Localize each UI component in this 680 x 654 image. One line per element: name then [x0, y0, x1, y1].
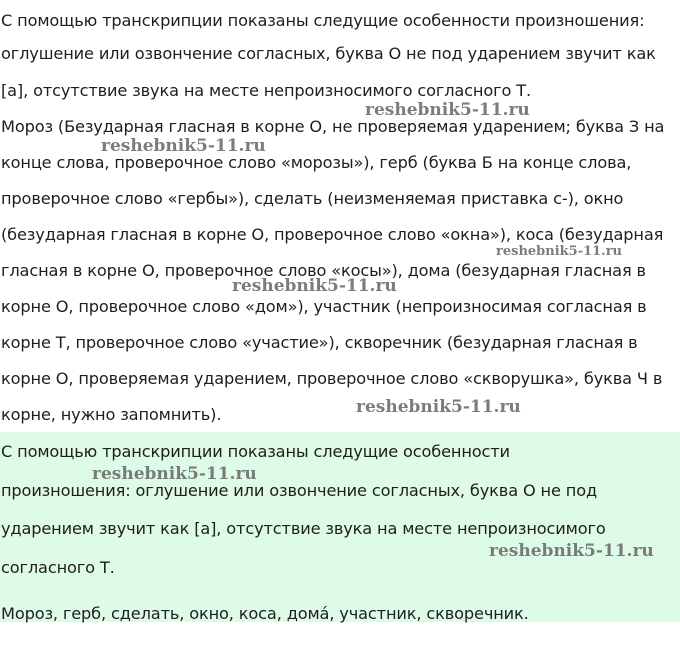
answer-1-line: конце слова, проверочное слово «морозы»), герб (буква Б на конце слова, [1, 153, 632, 172]
answer-1-line: корне, нужно запомнить). [1, 405, 222, 424]
watermark: reshebnik5-11.ru [496, 244, 623, 259]
watermark: reshebnik5-11.ru [365, 100, 530, 120]
answer-1-line: Мороз (Безударная гласная в корне О, не проверяемая ударением; буква З на [1, 117, 665, 136]
answer-1-line: корне О, проверочное слово «дом»), участник (непроизносимая согласная в [1, 297, 647, 316]
answer-1-line: гласная в корне О, проверочное слово «косы»), дома (безударная гласная в [1, 261, 646, 280]
watermark: reshebnik5-11.ru [356, 397, 521, 417]
answer-2-line: Мороз, герб, сделать, окно, коса, домá, участник, скворечник. [1, 604, 529, 623]
answer-2-line: ударением звучит как [а], отсутствие звука на месте непроизносимого [1, 519, 606, 538]
answer-1-line: С помощью транскрипции показаны следущие особенности произношения: [1, 11, 645, 30]
answer-1-line: оглушение или озвончение согласных, буква О не под ударением звучит как [1, 44, 656, 63]
watermark: reshebnik5-11.ru [489, 541, 654, 561]
watermark: reshebnik5-11.ru [101, 136, 266, 156]
answer-1-line: (безударная гласная в корне О, проверочное слово «окна»), коса (безударная [1, 225, 664, 244]
answer-2-line: С помощью транскрипции показаны следущие особенности [1, 442, 510, 461]
watermark: reshebnik5-11.ru [232, 276, 397, 296]
answer-1-line: корне О, проверяемая ударением, проверочное слово «скворушка», буква Ч в [1, 369, 663, 388]
answer-1-line: корне Т, проверочное слово «участие»), скворечник (безударная гласная в [1, 333, 638, 352]
answer-2-line: произношения: оглушение или озвончение согласных, буква О не под [1, 481, 598, 500]
watermark: reshebnik5-11.ru [92, 464, 257, 484]
answer-1-line: [а], отсутствие звука на месте непроизносимого согласного Т. [1, 81, 531, 100]
answer-1-line: проверочное слово «гербы»), сделать (неизменяемая приставка с-), окно [1, 189, 624, 208]
answer-2-line: согласного Т. [1, 558, 115, 577]
answer-block-2 [0, 432, 680, 622]
